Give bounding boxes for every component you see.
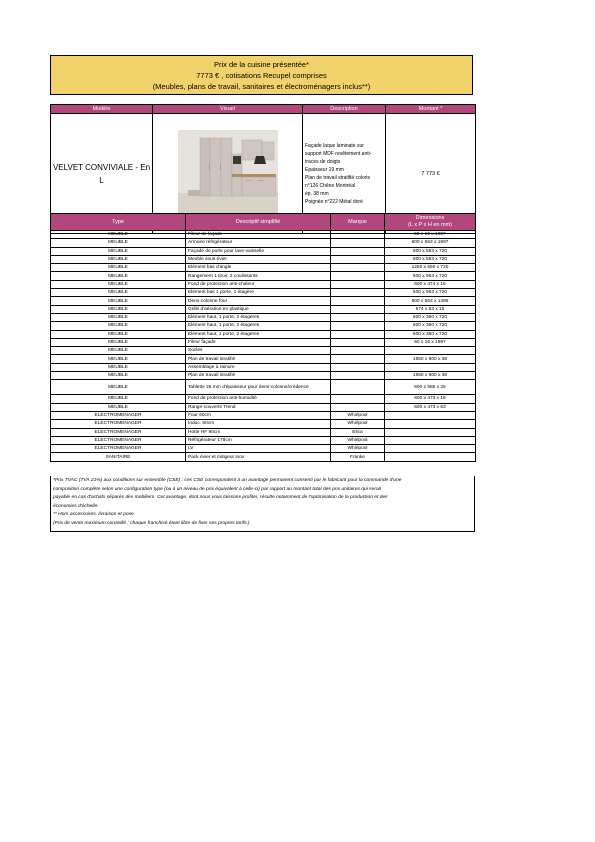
header-description: Description bbox=[303, 105, 386, 114]
header-model: Modèle bbox=[51, 105, 153, 114]
cell-type: MEUBLE bbox=[51, 231, 186, 239]
cell-brand bbox=[331, 247, 385, 255]
table-row bbox=[51, 330, 476, 338]
cell-dimensions bbox=[385, 347, 476, 355]
footnote-line: (Prix de vente maximum conseillé ; chaque franchisé étant libre de fixer ses propres tarifs.) bbox=[53, 520, 250, 526]
cell-type: MEUBLE bbox=[51, 395, 186, 403]
cell-description: Fileur de façade bbox=[186, 231, 331, 239]
cell-description: LV bbox=[186, 445, 331, 453]
cell-description: Assemblage à rainure bbox=[186, 363, 331, 371]
cell-description: Four 60cm bbox=[186, 411, 331, 419]
cell-brand bbox=[331, 403, 385, 411]
cell-brand bbox=[331, 372, 385, 380]
dimensions-unit: (L x P x H en mm) bbox=[407, 222, 452, 228]
table-row bbox=[51, 280, 476, 288]
cell-description: Elément bas 1 porte, 1 étagère bbox=[186, 289, 331, 297]
cell-dimensions: 50 x 16 x 1997 bbox=[385, 338, 476, 346]
cell-dimensions: 50 x 19 x 1997 bbox=[385, 231, 476, 239]
cell-brand bbox=[331, 231, 385, 239]
dimensions-label: Dimensions bbox=[415, 215, 445, 221]
table-row bbox=[51, 380, 476, 395]
cell-description: Hotte HF 90cm bbox=[186, 428, 331, 436]
cell-brand bbox=[331, 239, 385, 247]
cell-dimensions: 1850 x 600 x 38 bbox=[385, 372, 476, 380]
description-line: Façade laque laminate sur bbox=[305, 142, 364, 149]
cell-type: MEUBLE bbox=[51, 264, 186, 272]
cell-description: Meuble sous évier bbox=[186, 255, 331, 263]
table-row bbox=[51, 403, 476, 411]
cell-type: ELECTROMENAGER bbox=[51, 428, 186, 436]
table-row bbox=[51, 272, 476, 280]
cell-description: Socles bbox=[186, 347, 331, 355]
cell-brand bbox=[331, 272, 385, 280]
kitchen-image bbox=[178, 130, 278, 213]
header-dimensions bbox=[385, 214, 476, 231]
cell-type: MEUBLE bbox=[51, 380, 186, 395]
table-row bbox=[51, 347, 476, 355]
table-row bbox=[51, 313, 476, 321]
cell-dimensions: 600 x 563 x 720 bbox=[385, 255, 476, 263]
cell-description: Tablette 25 mm d'épaisseur pour demi-colonne/crédence bbox=[186, 380, 331, 395]
cell-type: ELECTROMENAGER bbox=[51, 411, 186, 419]
cell-type: ELECTROMENAGER bbox=[51, 436, 186, 444]
cell-dimensions: 600 x 473 x 16 bbox=[385, 395, 476, 403]
cell-brand bbox=[331, 289, 385, 297]
price-title: Prix de la cuisine présentée* bbox=[213, 60, 310, 69]
cell-type: MEUBLE bbox=[51, 297, 186, 305]
cell-type: MEUBLE bbox=[51, 272, 186, 280]
table-row bbox=[51, 231, 476, 239]
cell-brand: Franke bbox=[331, 453, 385, 461]
cell-description: Plan de travail stratifié bbox=[186, 355, 331, 363]
cell-dimensions: 600 x 563 x 720 bbox=[385, 247, 476, 255]
cell-brand bbox=[331, 363, 385, 371]
cell-type: MEUBLE bbox=[51, 289, 186, 297]
cell-description: Armoire réfrigérateur bbox=[186, 239, 331, 247]
table-row bbox=[51, 297, 476, 305]
table-row bbox=[51, 289, 476, 297]
cell-dimensions: 600 x 350 x 720 bbox=[385, 322, 476, 330]
cell-brand: Whirlpool bbox=[331, 445, 385, 453]
cell-brand bbox=[331, 347, 385, 355]
cell-description: Range-couverts Trend bbox=[186, 403, 331, 411]
cell-description: Réfrigérateur 178cm bbox=[186, 436, 331, 444]
cell-description: Façade de porte pour lave-vaisselle bbox=[186, 247, 331, 255]
cell-brand: Whirlpool bbox=[331, 411, 385, 419]
table-row bbox=[51, 255, 476, 263]
cell-brand bbox=[331, 355, 385, 363]
cell-description: Elément haut, 1 porte, 2 étagères bbox=[186, 313, 331, 321]
cell-type: MEUBLE bbox=[51, 330, 186, 338]
description-line: Epaisseur 19 mm bbox=[305, 166, 344, 173]
cell-dimensions bbox=[385, 445, 476, 453]
table-row bbox=[51, 247, 476, 255]
price-inclusions: (Meubles, plans de travail, sanitaires et électroménagers inclus**) bbox=[152, 82, 371, 91]
table-row bbox=[51, 264, 476, 272]
table-row bbox=[51, 411, 476, 419]
cell-description: Pack évier et mitigeur inox bbox=[186, 453, 331, 461]
cell-dimensions: 600 x 474 x 16 bbox=[385, 280, 476, 288]
cell-type: MEUBLE bbox=[51, 372, 186, 380]
table-row bbox=[51, 445, 476, 453]
cell-description: Grille d'aération en plastique bbox=[186, 305, 331, 313]
table-row bbox=[51, 363, 476, 371]
footnote-line: payable en cas d'achats séparés des mobiliers. Cet avantage, dont nous vous laissons profiter, résulte notamment de l'optimisation de la production et des bbox=[53, 495, 388, 500]
footnote-line: *Prix TVAC (TVA 21%) aux conditions sur ensemble (CSE) : ces CSE correspondent à un avantage permanent consenti par le fabricant pour la commande d'une bbox=[53, 478, 402, 483]
cell-dimensions: 574 x 53 x 15 bbox=[385, 305, 476, 313]
model-amount: 7 773 € bbox=[386, 114, 476, 234]
cell-dimensions: 600 x 563 x 1485 bbox=[385, 297, 476, 305]
cell-dimensions bbox=[385, 436, 476, 444]
cell-dimensions: 600 x 350 x 720 bbox=[385, 330, 476, 338]
header-visual: Visuel bbox=[153, 105, 303, 114]
cell-dimensions: 600 x 563 x 720 bbox=[385, 272, 476, 280]
cell-brand bbox=[331, 338, 385, 346]
cell-dimensions bbox=[385, 453, 476, 461]
cell-description: Fileur façade bbox=[186, 338, 331, 346]
cell-brand bbox=[331, 330, 385, 338]
cell-description: Elément bas d'angle bbox=[186, 264, 331, 272]
cell-dimensions: 600 x 350 x 720 bbox=[385, 313, 476, 321]
table-row bbox=[51, 372, 476, 380]
cell-type: ELECTROMENAGER bbox=[51, 445, 186, 453]
cell-type: ELECTROMENAGER bbox=[51, 420, 186, 428]
table-row bbox=[51, 305, 476, 313]
items-body bbox=[51, 231, 476, 462]
cell-description: Elément haut, 1 porte, 2 étagères bbox=[186, 330, 331, 338]
header-simplified-description: Descriptif simplifié bbox=[186, 214, 331, 231]
table-row bbox=[51, 453, 476, 461]
table-row bbox=[51, 436, 476, 444]
cell-brand bbox=[331, 255, 385, 263]
footnotes bbox=[50, 476, 475, 532]
footnote-line: composition complète selon une configuration type (ou à un niveau de prix équivalent à celle-ci) par rapport au montant total des prix unitaires qui serait bbox=[53, 486, 382, 492]
cell-description: Induc. 60cm bbox=[186, 420, 331, 428]
cell-type: MEUBLE bbox=[51, 322, 186, 330]
cell-type: MEUBLE bbox=[51, 280, 186, 288]
description-line: ép. 38 mm bbox=[305, 190, 329, 197]
cell-brand bbox=[331, 395, 385, 403]
cell-description: Fond de protection anti-chaleur bbox=[186, 280, 331, 288]
cell-type: MEUBLE bbox=[51, 313, 186, 321]
cell-brand: Whirlpool bbox=[331, 436, 385, 444]
cell-description: Rangement 1 tiroir, 2 coulissants bbox=[186, 272, 331, 280]
cell-description: Demi-colonne four bbox=[186, 297, 331, 305]
table-row bbox=[51, 338, 476, 346]
cell-brand bbox=[331, 322, 385, 330]
cell-dimensions: 1850 x 600 x 38 bbox=[385, 355, 476, 363]
cell-type: MEUBLE bbox=[51, 347, 186, 355]
cell-dimensions bbox=[385, 428, 476, 436]
cell-dimensions: 600 x 473 x 63 bbox=[385, 403, 476, 411]
header-brand: Marque bbox=[331, 214, 385, 231]
cell-brand bbox=[331, 280, 385, 288]
cell-brand bbox=[331, 264, 385, 272]
footnote-line: économies d'échelle. bbox=[53, 503, 99, 509]
cell-type: MEUBLE bbox=[51, 403, 186, 411]
cell-dimensions: 600 x 563 x 720 bbox=[385, 289, 476, 297]
cell-type: MEUBLE bbox=[51, 305, 186, 313]
description-line: traces de doigts bbox=[305, 158, 341, 165]
cell-type: MEUBLE bbox=[51, 247, 186, 255]
header-type: Type bbox=[51, 214, 186, 231]
cell-dimensions bbox=[385, 420, 476, 428]
cell-description: Plan de travail stratifié bbox=[186, 372, 331, 380]
cell-brand bbox=[331, 380, 385, 395]
cell-dimensions: 1250 x 650 x 720 bbox=[385, 264, 476, 272]
table-row bbox=[51, 395, 476, 403]
cell-type: SANITAIRE bbox=[51, 453, 186, 461]
footnote-line: ** Hors accessoires, livraison et pose. bbox=[53, 512, 136, 517]
cell-brand bbox=[331, 313, 385, 321]
cell-dimensions: 600 x 585 x 25 bbox=[385, 380, 476, 395]
header-amount: Montant * bbox=[386, 105, 476, 114]
cell-brand: Whirlpool bbox=[331, 420, 385, 428]
items-table bbox=[50, 213, 476, 462]
price-amount: 7773 € , cotisations Recupel comprises bbox=[196, 71, 327, 80]
cell-dimensions bbox=[385, 411, 476, 419]
table-row bbox=[51, 428, 476, 436]
cell-type: MEUBLE bbox=[51, 363, 186, 371]
description-line: Plan de travail stratifié coloris bbox=[305, 174, 371, 181]
cell-dimensions: 600 x 563 x 1997 bbox=[385, 239, 476, 247]
cell-brand: Elica bbox=[331, 428, 385, 436]
cell-type: MEUBLE bbox=[51, 239, 186, 247]
cell-description: Fond de protection anti-humidité bbox=[186, 395, 331, 403]
description-line: Poignée n°222 Métal doré bbox=[305, 198, 363, 205]
cell-brand bbox=[331, 305, 385, 313]
cell-dimensions bbox=[385, 363, 476, 371]
table-row bbox=[51, 239, 476, 247]
cell-type: MEUBLE bbox=[51, 255, 186, 263]
description-line: n°126 Chêne Montréal bbox=[305, 182, 356, 189]
price-header bbox=[50, 55, 473, 95]
cell-type: MEUBLE bbox=[51, 355, 186, 363]
cell-brand bbox=[331, 297, 385, 305]
cell-description: Elément haut, 1 porte, 2 étagères bbox=[186, 322, 331, 330]
table-row bbox=[51, 355, 476, 363]
model-name: VELVET CONVIVIALE - En L bbox=[51, 114, 153, 234]
table-row bbox=[51, 420, 476, 428]
description-line: support MDF revêtement anti- bbox=[305, 150, 372, 157]
cell-type: MEUBLE bbox=[51, 338, 186, 346]
table-row bbox=[51, 322, 476, 330]
